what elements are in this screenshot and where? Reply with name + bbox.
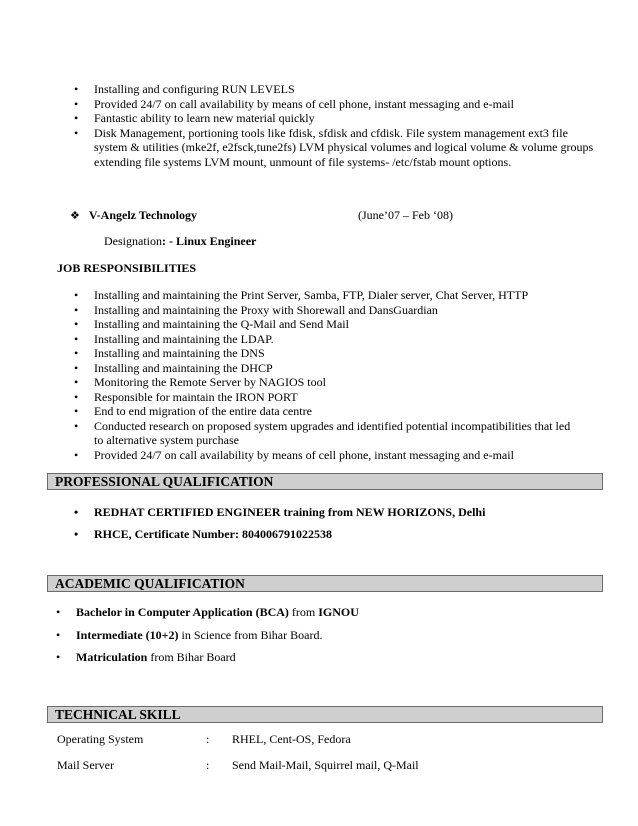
technical-skill-row — [57, 732, 597, 748]
list-item: • REDHAT CERTIFIED ENGINEER training from NEW HORIZONS, Delhi — [74, 505, 486, 519]
list-item: • Disk Management, portioning tools like fdisk, sfdisk and cfdisk. File system management ext3 file system & utilities (mke2f, e2fsck,tune2fs) LVM physical volumes and logical volume & volume groups extending file systems LVM mount, unmount of file systems- /etc/fstab mount options. — [74, 125, 594, 169]
list-item: • Conducted research on proposed system upgrades and identified potential incompatibilities that led to alternative system purchase — [74, 418, 571, 447]
academic-qualification-heading: ACADEMIC QUALIFICATION — [47, 575, 603, 592]
diamond-bullet-icon: ❖ — [70, 210, 80, 222]
list-item: • Installing and maintaining the Q-Mail and Send Mail — [74, 317, 349, 331]
company-period: (June’07 – Feb ‘08) — [358, 208, 453, 222]
list-item: • Intermediate (10+2) in Science from Bihar Board. — [56, 627, 323, 642]
list-item: • Installing and maintaining the DNS — [74, 346, 265, 360]
skill-separator: : — [206, 732, 210, 746]
list-item: • Fantastic ability to learn new material quickly — [74, 111, 315, 125]
professional-qualification-list — [74, 505, 594, 542]
skill-value: RHEL, Cent-OS, Fedora — [232, 732, 351, 746]
designation: Designation: - Linux Engineer — [104, 234, 257, 248]
list-item: • Installing and configuring RUN LEVELS — [74, 82, 295, 96]
professional-qualification-heading: PROFESSIONAL QUALIFICATION — [47, 473, 603, 490]
job-responsibilities-list — [74, 288, 574, 462]
academic-qualification-list — [56, 605, 576, 665]
job-responsibilities-heading: JOB RESPONSIBILITIES — [57, 261, 197, 275]
skill-label: Mail Server — [57, 758, 114, 772]
company-line — [70, 208, 490, 224]
top-bullet-list — [74, 82, 594, 169]
company-name: V-Angelz Technology — [88, 208, 197, 222]
list-item: • Provided 24/7 on call availability by means of cell phone, instant messaging and e-mail — [74, 447, 514, 462]
skill-value: Send Mail-Mail, Squirrel mail, Q-Mail — [232, 758, 419, 772]
technical-skill-heading: TECHNICAL SKILL — [47, 706, 603, 723]
list-item: • Matriculation from Bihar Board — [56, 650, 236, 664]
list-item: • RHCE, Certificate Number: 804006791022538 — [74, 527, 332, 541]
technical-skill-row — [57, 758, 597, 774]
skill-label: Operating System — [57, 732, 144, 746]
list-item: • Installing and maintaining the LDAP. — [74, 331, 274, 346]
list-item: • Installing and maintaining the Print Server, Samba, FTP, Dialer server, Chat Server, HTTP — [74, 288, 529, 302]
list-item: • Monitoring the Remote Server by NAGIOS tool — [74, 375, 326, 389]
list-item: • Provided 24/7 on call availability by means of cell phone, instant messaging and e-mail — [74, 96, 514, 111]
list-item: • Bachelor in Computer Application (BCA) from IGNOU — [56, 605, 359, 619]
list-item: • Installing and maintaining the Proxy with Shorewall and DansGuardian — [74, 302, 438, 317]
skill-separator: : — [206, 758, 210, 772]
list-item: • Responsible for maintain the IRON PORT — [74, 389, 298, 404]
list-item: • Installing and maintaining the DHCP — [74, 360, 273, 375]
list-item: • End to end migration of the entire data centre — [74, 404, 312, 418]
